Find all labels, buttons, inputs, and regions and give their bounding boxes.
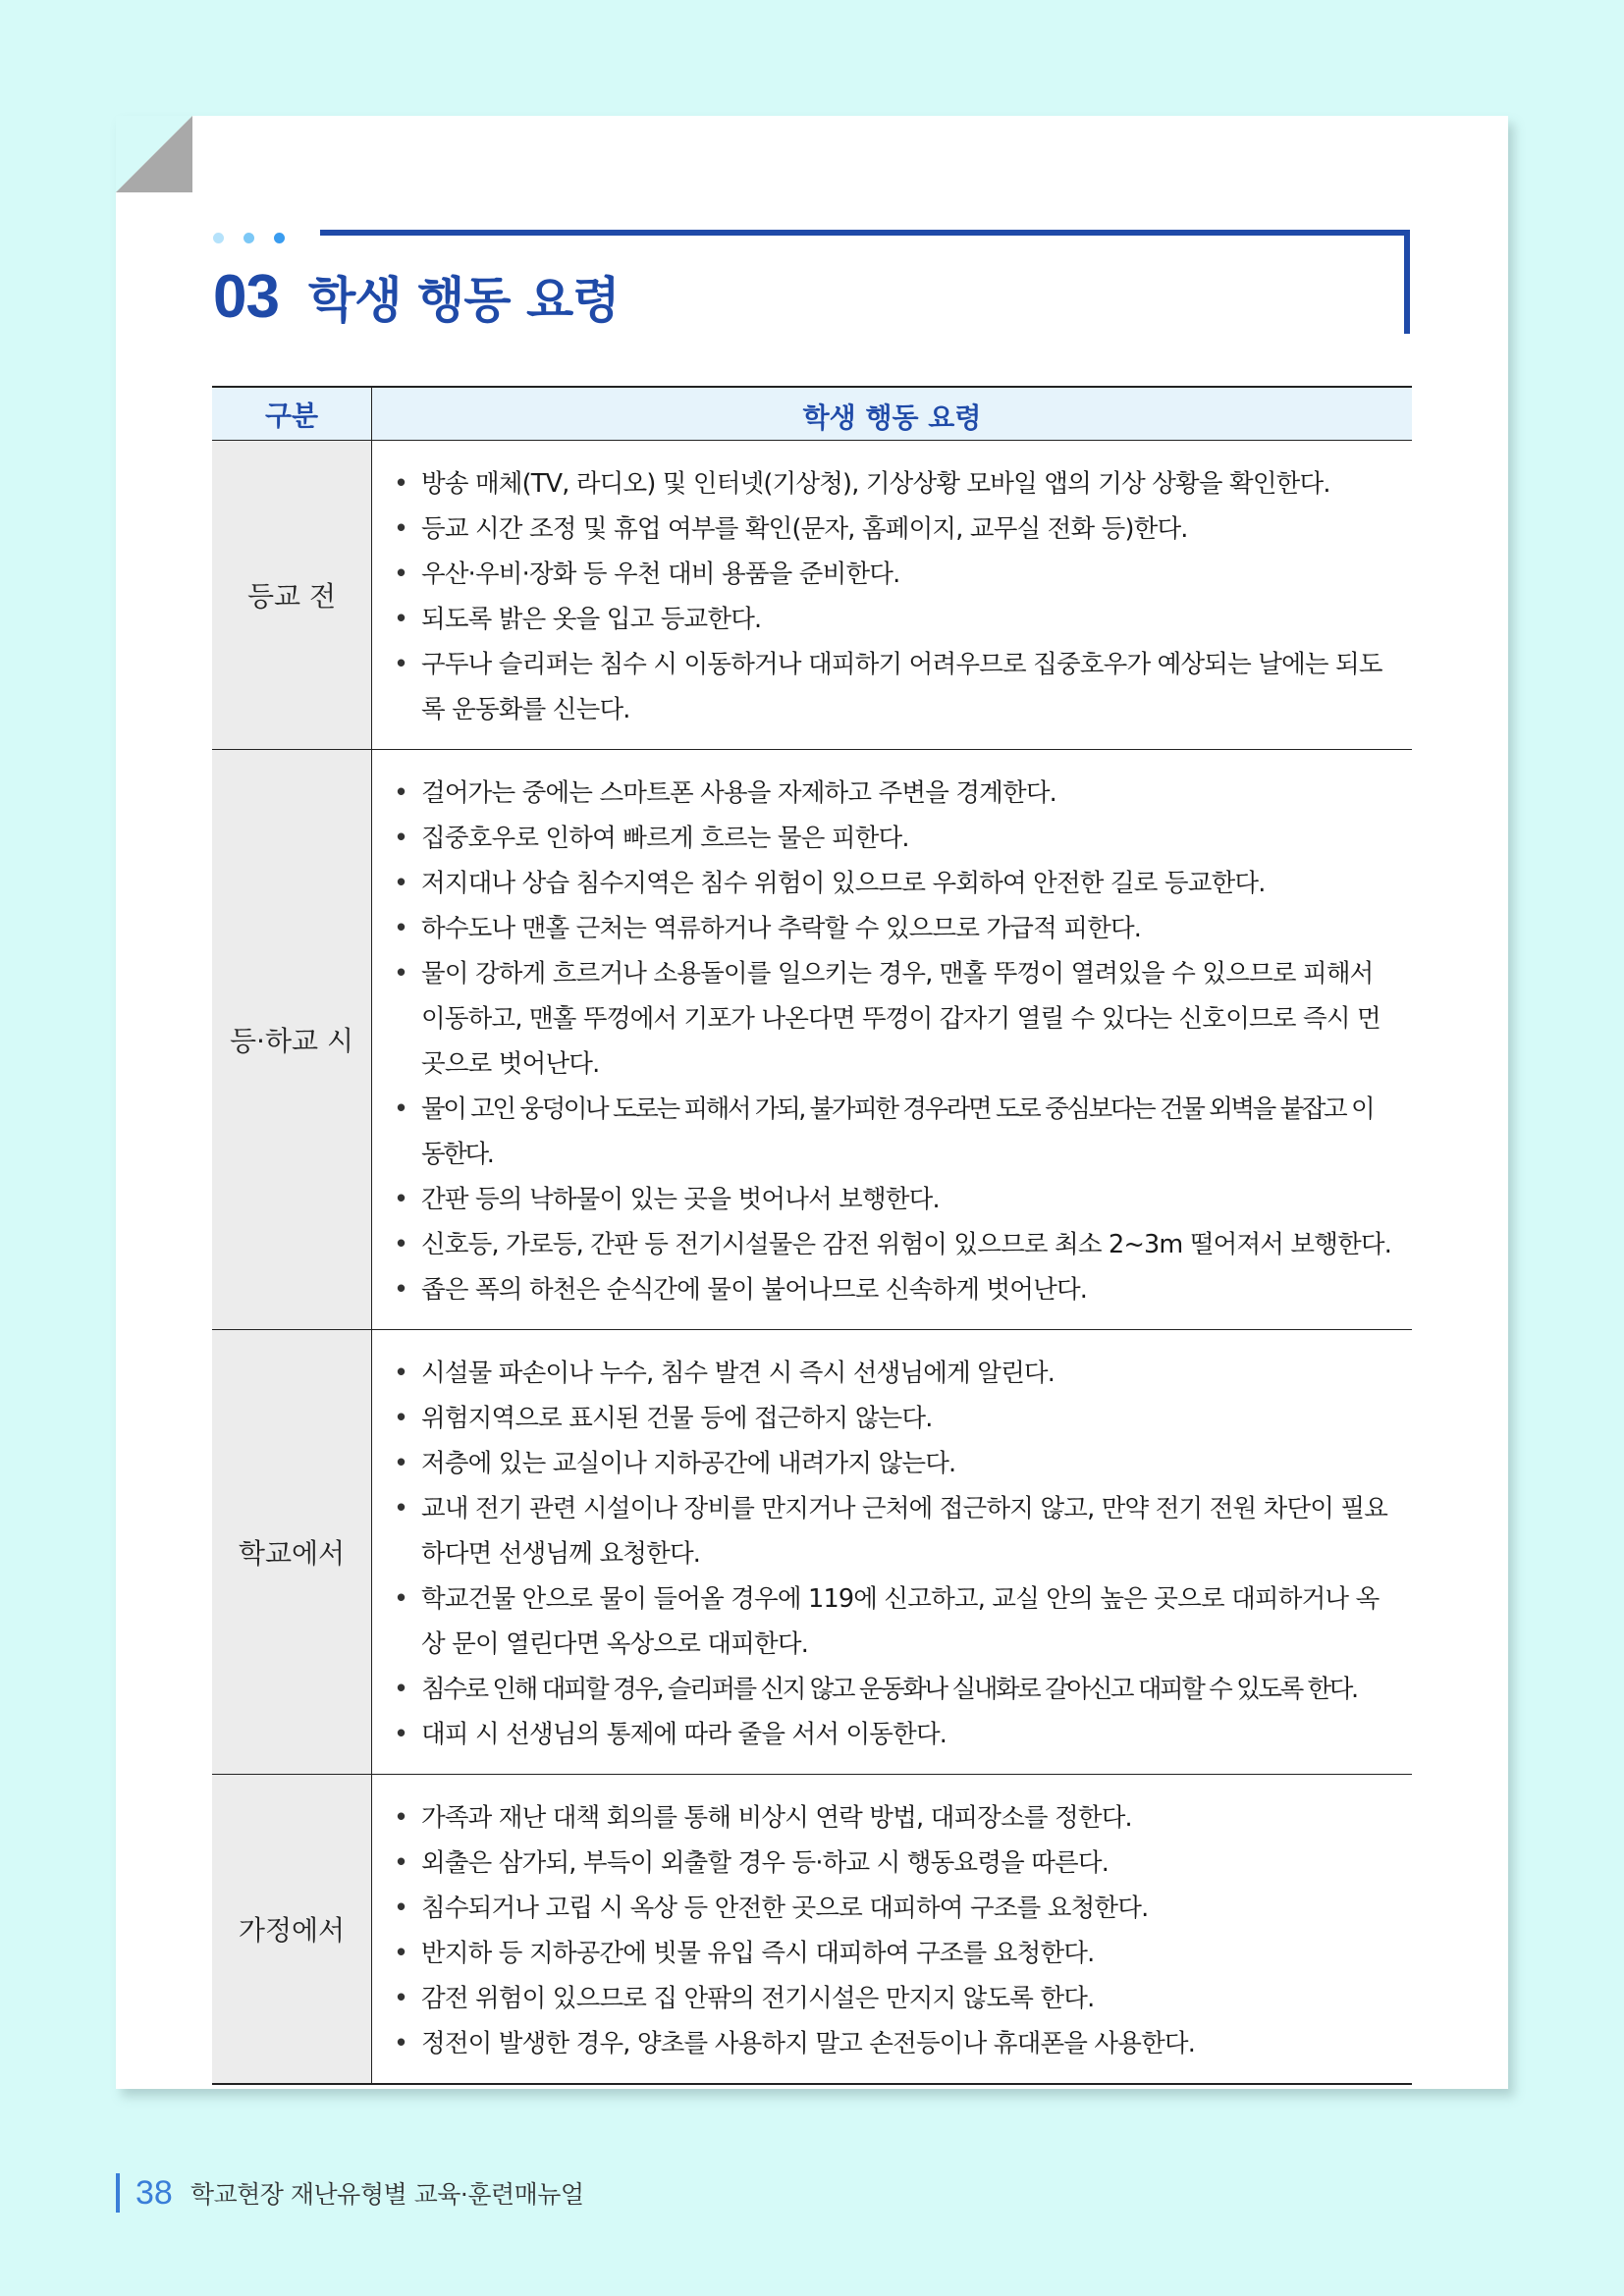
list-item: • 물이 고인 웅덩이나 도로는 피해서 가되, 불가피한 경우라면 도로 중심보다는 건물 외벽을 붙잡고 이동한다.	[392, 1087, 1392, 1177]
list-item: • 시설물 파손이나 누수, 침수 발견 시 즉시 선생님에게 알린다.	[392, 1351, 1392, 1396]
list-item: • 저지대나 상습 침수지역은 침수 위험이 있으므로 우회하여 안전한 길로 등교한다.	[392, 861, 1392, 906]
table-header-row	[212, 388, 1412, 441]
list-item: • 집중호우로 인하여 빠르게 흐르는 물은 피한다.	[392, 816, 1392, 861]
section-title: 학생 행동 요령	[307, 272, 620, 329]
table-row	[212, 750, 1412, 1330]
table-row	[212, 441, 1412, 750]
row-category: 등·하교 시	[212, 750, 372, 1329]
footer-bar	[116, 2173, 120, 2213]
section-heading	[213, 257, 620, 336]
heading-rule	[320, 230, 1410, 236]
list-item: • 우산·우비·장화 등 우천 대비 용품을 준비한다.	[392, 552, 1392, 597]
list-item: • 물이 강하게 흐르거나 소용돌이를 일으키는 경우, 맨홀 뚜껑이 열려있을 수 있으므로 피해서 이동하고, 맨홀 뚜껑에서 기포가 나온다면 뚜껑이 갑자기 열릴 수 있다는 신호이므로 즉시 먼 곳으로 벗어난다.	[392, 951, 1392, 1087]
list-item: • 하수도나 맨홀 근처는 역류하거나 추락할 수 있으므로 가급적 피한다.	[392, 906, 1392, 951]
list-item: • 걸어가는 중에는 스마트폰 사용을 자제하고 주변을 경계한다.	[392, 771, 1392, 816]
list-item: • 신호등, 가로등, 간판 등 전기시설물은 감전 위험이 있으므로 최소 2~3m 떨어져서 보행한다.	[392, 1222, 1392, 1267]
list-item: • 교내 전기 관련 시설이나 장비를 만지거나 근처에 접근하지 않고, 만약 전기 전원 차단이 필요하다면 선생님께 요청한다.	[392, 1486, 1392, 1576]
section-number: 03	[213, 262, 279, 331]
list-item: • 방송 매체(TV, 라디오) 및 인터넷(기상청), 기상상황 모바일 앱의 기상 상황을 확인한다.	[392, 461, 1392, 507]
heading-dots	[213, 229, 304, 240]
list-item: • 좁은 폭의 하천은 순식간에 물이 불어나므로 신속하게 벗어난다.	[392, 1267, 1392, 1312]
page-footer	[116, 2173, 584, 2213]
list-item: • 학교건물 안으로 물이 들어올 경우에 119에 신고하고, 교실 안의 높은 곳으로 대피하거나 옥상 문이 열린다면 옥상으로 대피한다.	[392, 1576, 1392, 1667]
row-category: 가정에서	[212, 1775, 372, 2083]
header-category: 구분	[212, 388, 372, 440]
heading-rule-corner	[1404, 230, 1410, 334]
list-item: • 침수되거나 고립 시 옥상 등 안전한 곳으로 대피하여 구조를 요청한다.	[392, 1886, 1392, 1931]
table-row	[212, 1330, 1412, 1775]
list-item: • 반지하 등 지하공간에 빗물 유입 즉시 대피하여 구조를 요청한다.	[392, 1931, 1392, 1976]
list-item: • 위험지역으로 표시된 건물 등에 접근하지 않는다.	[392, 1396, 1392, 1441]
behavior-table	[212, 386, 1412, 2085]
list-item: • 구두나 슬리퍼는 침수 시 이동하거나 대피하기 어려우므로 집중호우가 예상되는 날에는 되도록 운동화를 신는다.	[392, 642, 1392, 732]
list-item: • 가족과 재난 대책 회의를 통해 비상시 연락 방법, 대피장소를 정한다.	[392, 1795, 1392, 1841]
row-content	[372, 1330, 1412, 1774]
list-item: • 정전이 발생한 경우, 양초를 사용하지 말고 손전등이나 휴대폰을 사용한다.	[392, 2021, 1392, 2066]
list-item: • 등교 시간 조정 및 휴업 여부를 확인(문자, 홈페이지, 교무실 전화 등)한다.	[392, 507, 1392, 552]
list-item: • 감전 위험이 있으므로 집 안팎의 전기시설은 만지지 않도록 한다.	[392, 1976, 1392, 2021]
table-row	[212, 1775, 1412, 2083]
list-item: • 간판 등의 낙하물이 있는 곳을 벗어나서 보행한다.	[392, 1177, 1392, 1222]
row-content	[372, 1775, 1412, 2083]
page-fold-corner	[116, 116, 192, 192]
footer-title: 학교현장 재난유형별 교육·훈련매뉴얼	[189, 2180, 584, 2209]
header-content: 학생 행동 요령	[372, 388, 1412, 440]
list-item: • 침수로 인해 대피할 경우, 슬리퍼를 신지 않고 운동화나 실내화로 갈아신고 대피할 수 있도록 한다.	[392, 1667, 1392, 1712]
row-content	[372, 750, 1412, 1329]
page-number: 38	[135, 2173, 173, 2212]
list-item: • 외출은 삼가되, 부득이 외출할 경우 등·하교 시 행동요령을 따른다.	[392, 1841, 1392, 1886]
row-category: 등교 전	[212, 441, 372, 749]
row-category: 학교에서	[212, 1330, 372, 1774]
list-item: • 되도록 밝은 옷을 입고 등교한다.	[392, 597, 1392, 642]
list-item: • 대피 시 선생님의 통제에 따라 줄을 서서 이동한다.	[392, 1712, 1392, 1757]
row-content	[372, 441, 1412, 749]
list-item: • 저층에 있는 교실이나 지하공간에 내려가지 않는다.	[392, 1441, 1392, 1486]
